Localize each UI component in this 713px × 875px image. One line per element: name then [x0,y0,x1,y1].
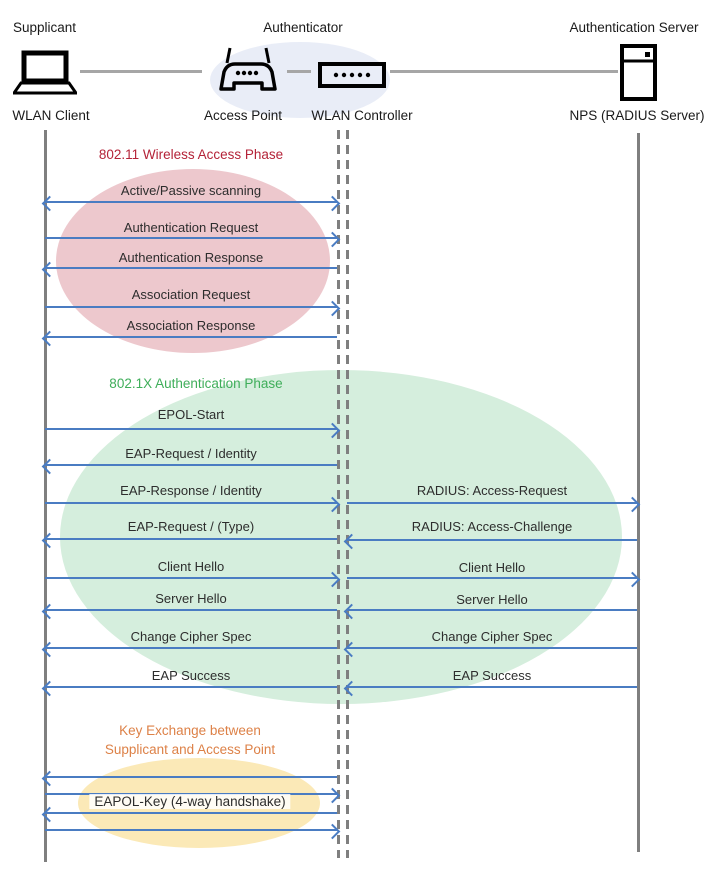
message-label: Client Hello [157,559,225,574]
message-label: EAP-Request / Identity [125,446,257,461]
message-arrow [347,609,637,611]
role-supplicant: Supplicant [13,20,77,35]
message-arrow [45,538,337,540]
message-arrow [45,267,337,269]
message-label: Active/Passive scanning [120,183,262,198]
message-arrow [347,647,637,649]
device-label-wlan-client: WLAN Client [12,108,90,123]
role-authentication-server: Authentication Server [569,20,699,35]
message-arrow [45,812,337,814]
phase2-ellipse [60,370,622,704]
message-label-eapol-key: EAPOL-Key (4-way handshake) [89,794,290,809]
message-arrow [45,336,337,338]
message-arrow [45,776,337,778]
message-label: Change Cipher Spec [130,629,252,644]
message-arrow [45,686,337,688]
link-client-ap [80,70,202,73]
message-arrow [45,237,337,239]
message-label: EAP-Response / Identity [120,483,262,498]
message-label: Authentication Response [118,250,264,265]
message-label: RADIUS: Access-Request [416,483,568,498]
laptop-icon [13,50,77,97]
message-arrow [45,201,337,203]
access-point-icon [216,46,280,93]
message-arrow [347,502,637,504]
message-arrow [45,577,337,579]
message-arrow [45,464,337,466]
phase3-title-line2: Supplicant and Access Point [104,742,276,757]
message-label: Client Hello [458,560,526,575]
message-label: EAP-Request / (Type) [127,519,255,534]
wlan-controller-icon [318,62,386,88]
message-arrow [347,539,637,541]
device-label-access-point: Access Point [203,108,283,123]
message-arrow [45,829,337,831]
message-label: EPOL-Start [157,407,225,422]
phase3-title-line1: Key Exchange between [119,723,261,738]
link-controller-server [390,70,618,73]
message-label: Change Cipher Spec [431,629,553,644]
message-arrow [347,577,637,579]
message-label: EAP Success [452,668,532,683]
message-arrow [45,647,337,649]
message-label: RADIUS: Access-Challenge [411,519,573,534]
message-label: EAP Success [151,668,231,683]
phase1-title: 802.11 Wireless Access Phase [98,147,284,162]
device-label-wlan-controller: WLAN Controller [311,108,413,123]
message-arrow [347,686,637,688]
lifeline-wlan-controller [346,130,349,858]
device-label-nps-radius-server: NPS (RADIUS Server) [569,108,705,123]
message-label: Association Request [131,287,251,302]
phase2-title: 802.1X Authentication Phase [109,376,283,391]
message-label: Association Response [126,318,256,333]
message-arrow [45,609,337,611]
lifeline-wlan-client [44,130,47,862]
link-ap-controller [287,70,311,73]
message-arrow [45,428,337,430]
message-arrow [45,306,337,308]
role-authenticator: Authenticator [263,20,343,35]
message-label: Server Hello [456,592,528,607]
message-label: Authentication Request [123,220,259,235]
message-arrow [45,502,337,504]
server-icon [620,44,658,102]
message-label: Server Hello [155,591,227,606]
lifeline-nps-server [637,133,640,852]
